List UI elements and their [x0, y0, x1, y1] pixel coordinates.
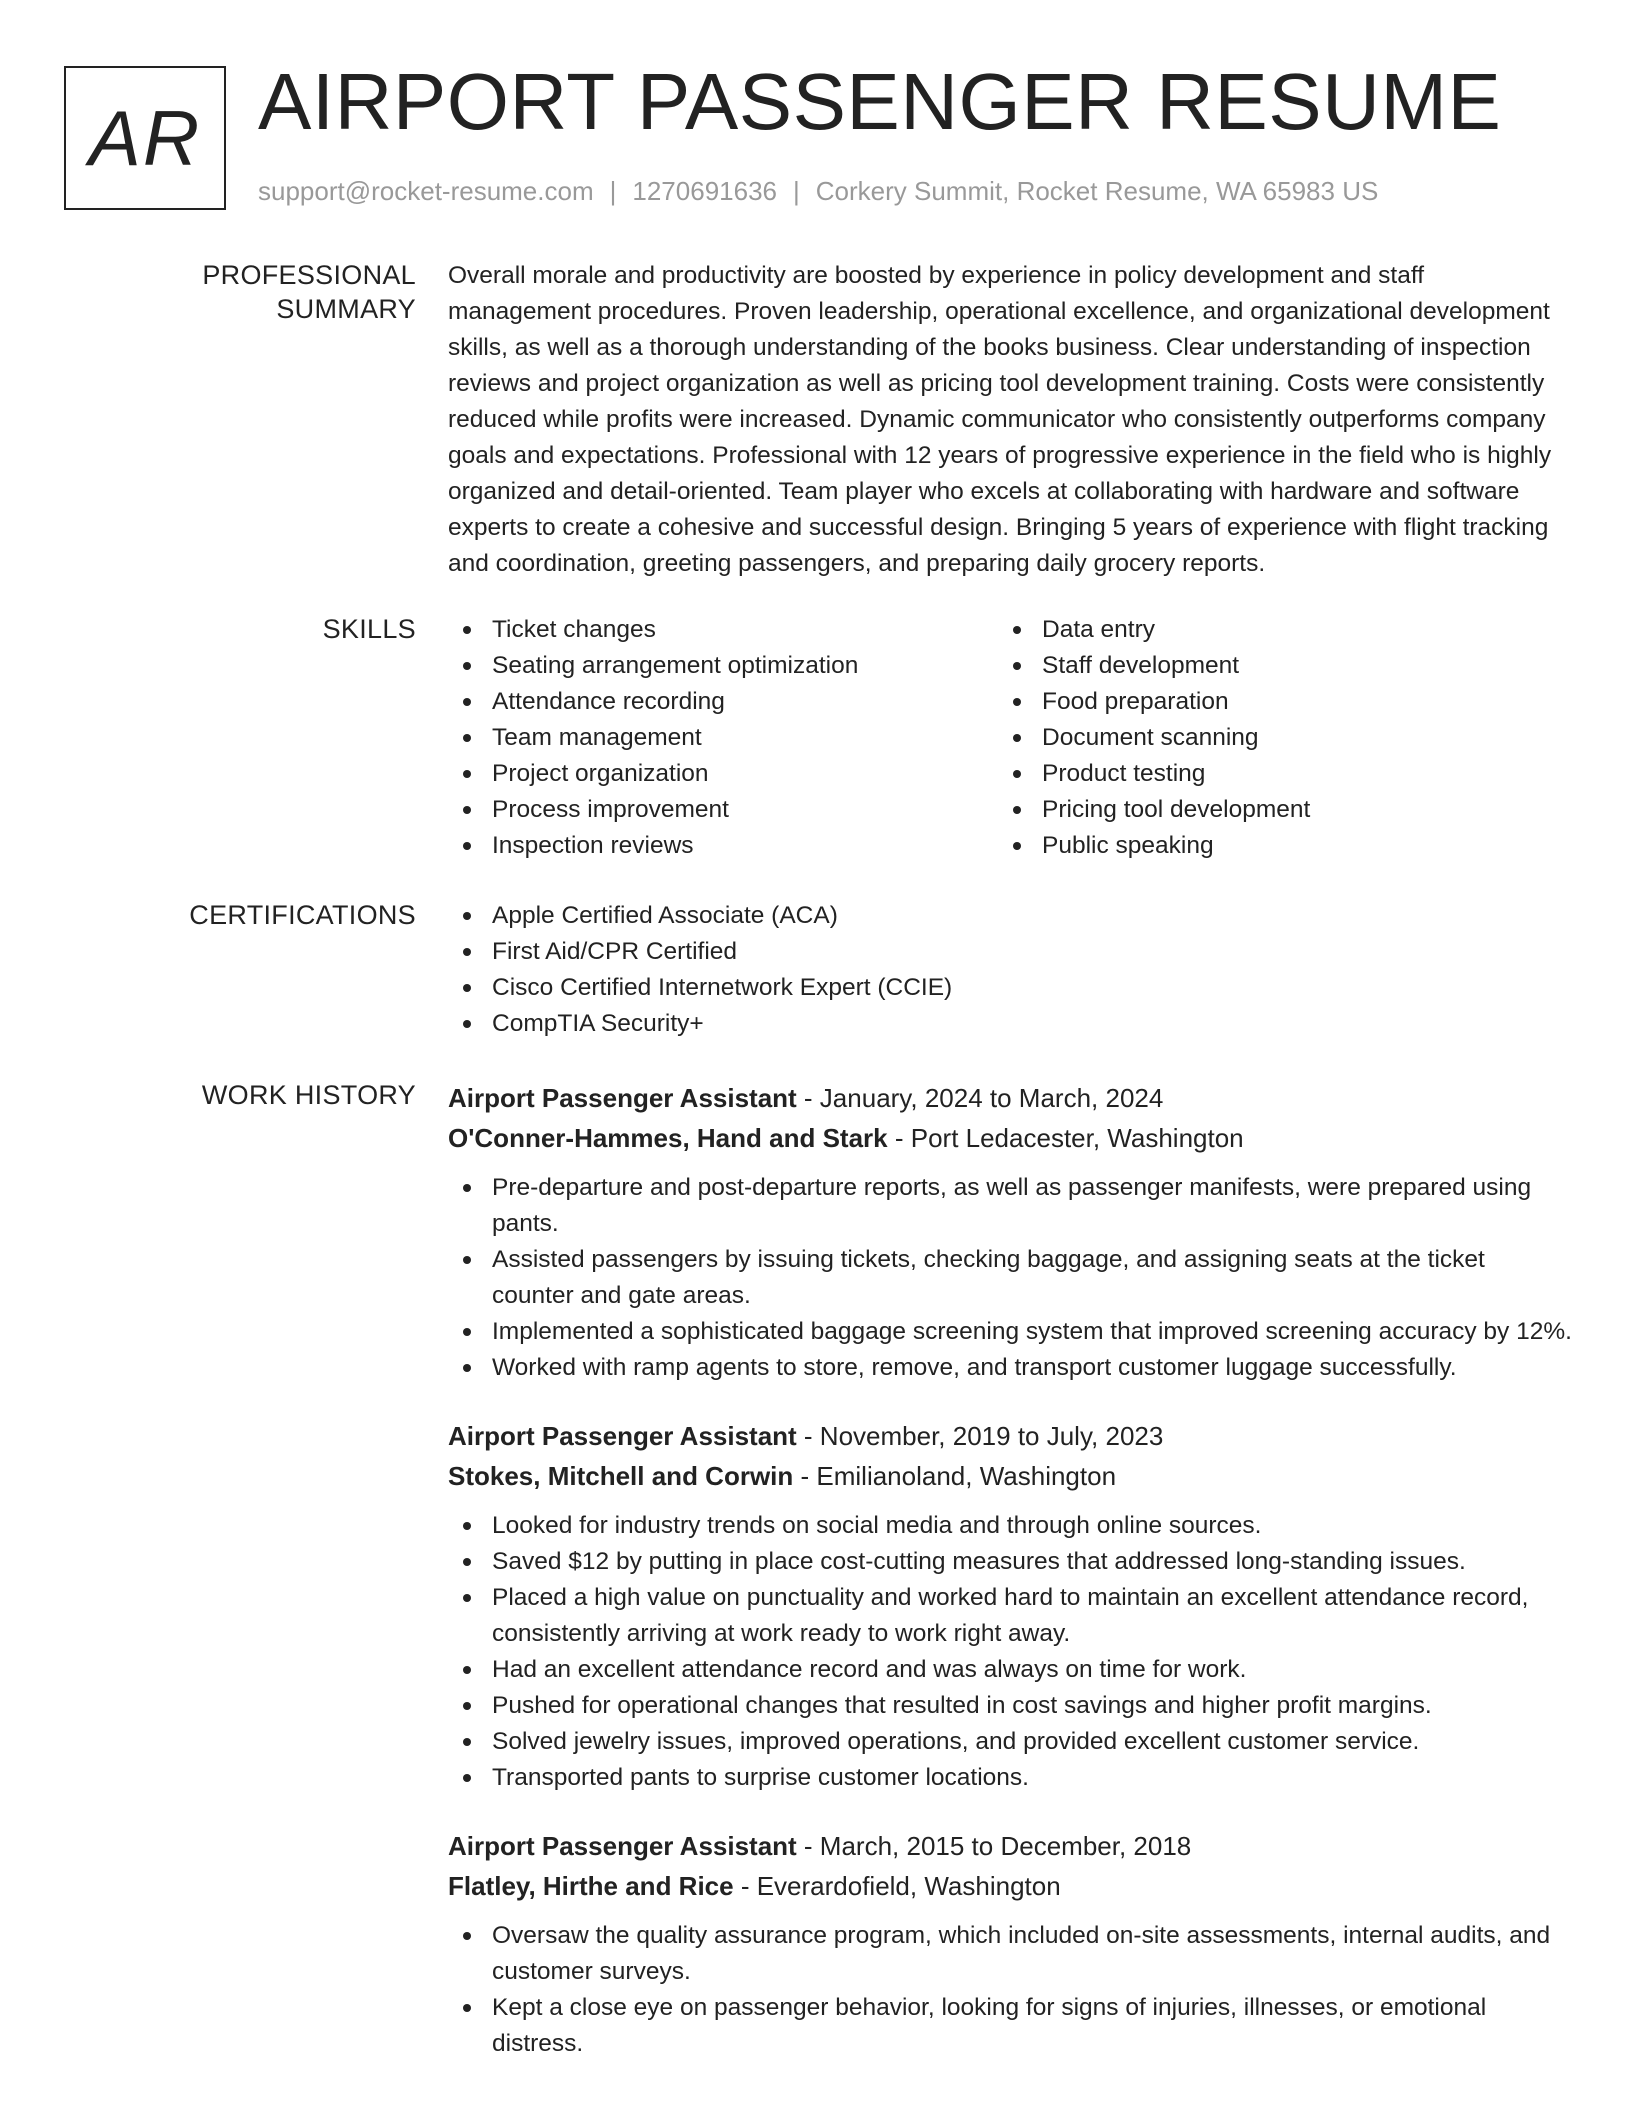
job-title-line	[448, 1078, 1572, 1118]
job-title-line	[448, 1826, 1572, 1866]
skill-item: Staff development	[998, 648, 1548, 684]
job-dates: - March, 2015 to December, 2018	[796, 1831, 1192, 1861]
job-bullet: Saved $12 by putting in place cost-cutting measures that addressed long-standing issues.	[448, 1544, 1572, 1580]
certification-item: CompTIA Security+	[448, 1006, 1572, 1042]
job-dates: - January, 2024 to March, 2024	[796, 1083, 1164, 1113]
certifications-list	[448, 898, 1572, 1042]
job-bullet: Pushed for operational changes that resulted in cost savings and higher profit margins.	[448, 1688, 1572, 1724]
monogram-box	[64, 66, 226, 210]
job-entry	[448, 1078, 1572, 1386]
job-bullet: Pre-departure and post-departure reports, as well as passenger manifests, were prepared using pants.	[448, 1170, 1572, 1242]
job-bullet: Placed a high value on punctuality and worked hard to maintain an excellent attendance record, consistently arriving at work ready to work right away.	[448, 1580, 1572, 1652]
skill-item: Seating arrangement optimization	[448, 648, 998, 684]
contact-separator: |	[793, 176, 800, 206]
skill-item: Pricing tool development	[998, 792, 1548, 828]
skill-item: Public speaking	[998, 828, 1548, 864]
job-bullet: Assisted passengers by issuing tickets, checking baggage, and assigning seats at the ticket counter and gate areas.	[448, 1242, 1572, 1314]
skills-right-list	[998, 612, 1548, 864]
certification-item: Cisco Certified Internetwork Expert (CCIE)	[448, 970, 1572, 1006]
summary-heading: PROFESSIONAL SUMMARY	[202, 260, 416, 324]
job-company-line	[448, 1866, 1572, 1906]
work-history-body	[448, 1078, 1572, 2092]
job-location: - Emilianoland, Washington	[793, 1461, 1117, 1491]
contact-address: Corkery Summit, Rocket Resume, WA 65983 US	[815, 176, 1379, 206]
contact-separator: |	[609, 176, 617, 206]
job-title: Airport Passenger Assistant	[448, 1083, 797, 1113]
summary-text: Overall morale and productivity are boosted by experience in policy development and staff management procedures. Proven leadership, operational excellence, and organizational development skills, as well as a thorough understanding of the books business. Clear understanding of inspection reviews and project organization as well as pricing tool development training. Costs were consistently reduced while profits were increased. Dynamic communicator who consistently outperforms company goals and expectations. Professional with 12 years of progressive experience in the field who is highly organized and detail-oriented. Team player who excels at collaborating with hardware and software experts to create a cohesive and successful design. Bringing 5 years of experience with flight tracking and coordination, greeting passengers, and preparing daily grocery reports.	[448, 262, 1552, 577]
certification-item: Apple Certified Associate (ACA)	[448, 898, 1572, 934]
skills-heading: SKILLS	[322, 614, 416, 644]
certifications-body	[448, 898, 1572, 1042]
certification-item: First Aid/CPR Certified	[448, 934, 1572, 970]
skill-item: Product testing	[998, 756, 1548, 792]
job-title: Airport Passenger Assistant	[448, 1831, 797, 1861]
job-bullet: Had an excellent attendance record and was always on time for work.	[448, 1652, 1572, 1688]
certifications-heading: CERTIFICATIONS	[189, 900, 416, 930]
job-bullet: Oversaw the quality assurance program, which included on-site assessments, internal audits, and customer surveys.	[448, 1918, 1572, 1990]
skill-item: Team management	[448, 720, 998, 756]
monogram-initials: AR	[88, 93, 202, 182]
job-entry	[448, 1826, 1572, 2062]
skill-item: Project organization	[448, 756, 998, 792]
job-title: Airport Passenger Assistant	[448, 1421, 797, 1451]
job-bullet: Solved jewelry issues, improved operations, and provided excellent customer service.	[448, 1724, 1572, 1760]
skills-left-list	[448, 612, 998, 864]
job-bullets	[448, 1508, 1572, 1796]
contact-phone: 1270691636	[632, 176, 777, 206]
job-company: Flatley, Hirthe and Rice	[448, 1871, 734, 1901]
job-bullet: Implemented a sophisticated baggage screening system that improved screening accuracy by 12%.	[448, 1314, 1572, 1350]
skill-item: Ticket changes	[448, 612, 998, 648]
job-entry	[448, 1416, 1572, 1796]
skills-body	[448, 612, 1572, 864]
job-bullet: Looked for industry trends on social media and through online sources.	[448, 1508, 1572, 1544]
skill-item: Data entry	[998, 612, 1548, 648]
work-history-heading: WORK HISTORY	[201, 1080, 416, 1110]
job-title-line	[448, 1416, 1572, 1456]
contact-email: support@rocket-resume.com	[258, 176, 594, 206]
job-location: - Everardofield, Washington	[733, 1871, 1061, 1901]
skill-item: Inspection reviews	[448, 828, 998, 864]
job-dates: - November, 2019 to July, 2023	[796, 1421, 1164, 1451]
job-company: Stokes, Mitchell and Corwin	[448, 1461, 794, 1491]
skill-item: Attendance recording	[448, 684, 998, 720]
job-bullet: Transported pants to surprise customer locations.	[448, 1760, 1572, 1796]
job-company-line	[448, 1456, 1572, 1496]
job-bullet: Worked with ramp agents to store, remove, and transport customer luggage successfully.	[448, 1350, 1572, 1386]
skill-item: Process improvement	[448, 792, 998, 828]
contact-line	[258, 176, 1378, 207]
job-location: - Port Ledacester, Washington	[887, 1123, 1244, 1153]
skill-item: Food preparation	[998, 684, 1548, 720]
resume-title: AIRPORT PASSENGER RESUME	[258, 57, 1502, 146]
job-bullets	[448, 1918, 1572, 2062]
job-bullet: Kept a close eye on passenger behavior, looking for signs of injuries, illnesses, or emotional distress.	[448, 1990, 1572, 2062]
job-company-line	[448, 1118, 1572, 1158]
skill-item: Document scanning	[998, 720, 1548, 756]
job-company: O'Conner-Hammes, Hand and Stark	[448, 1123, 888, 1153]
job-bullets	[448, 1170, 1572, 1386]
